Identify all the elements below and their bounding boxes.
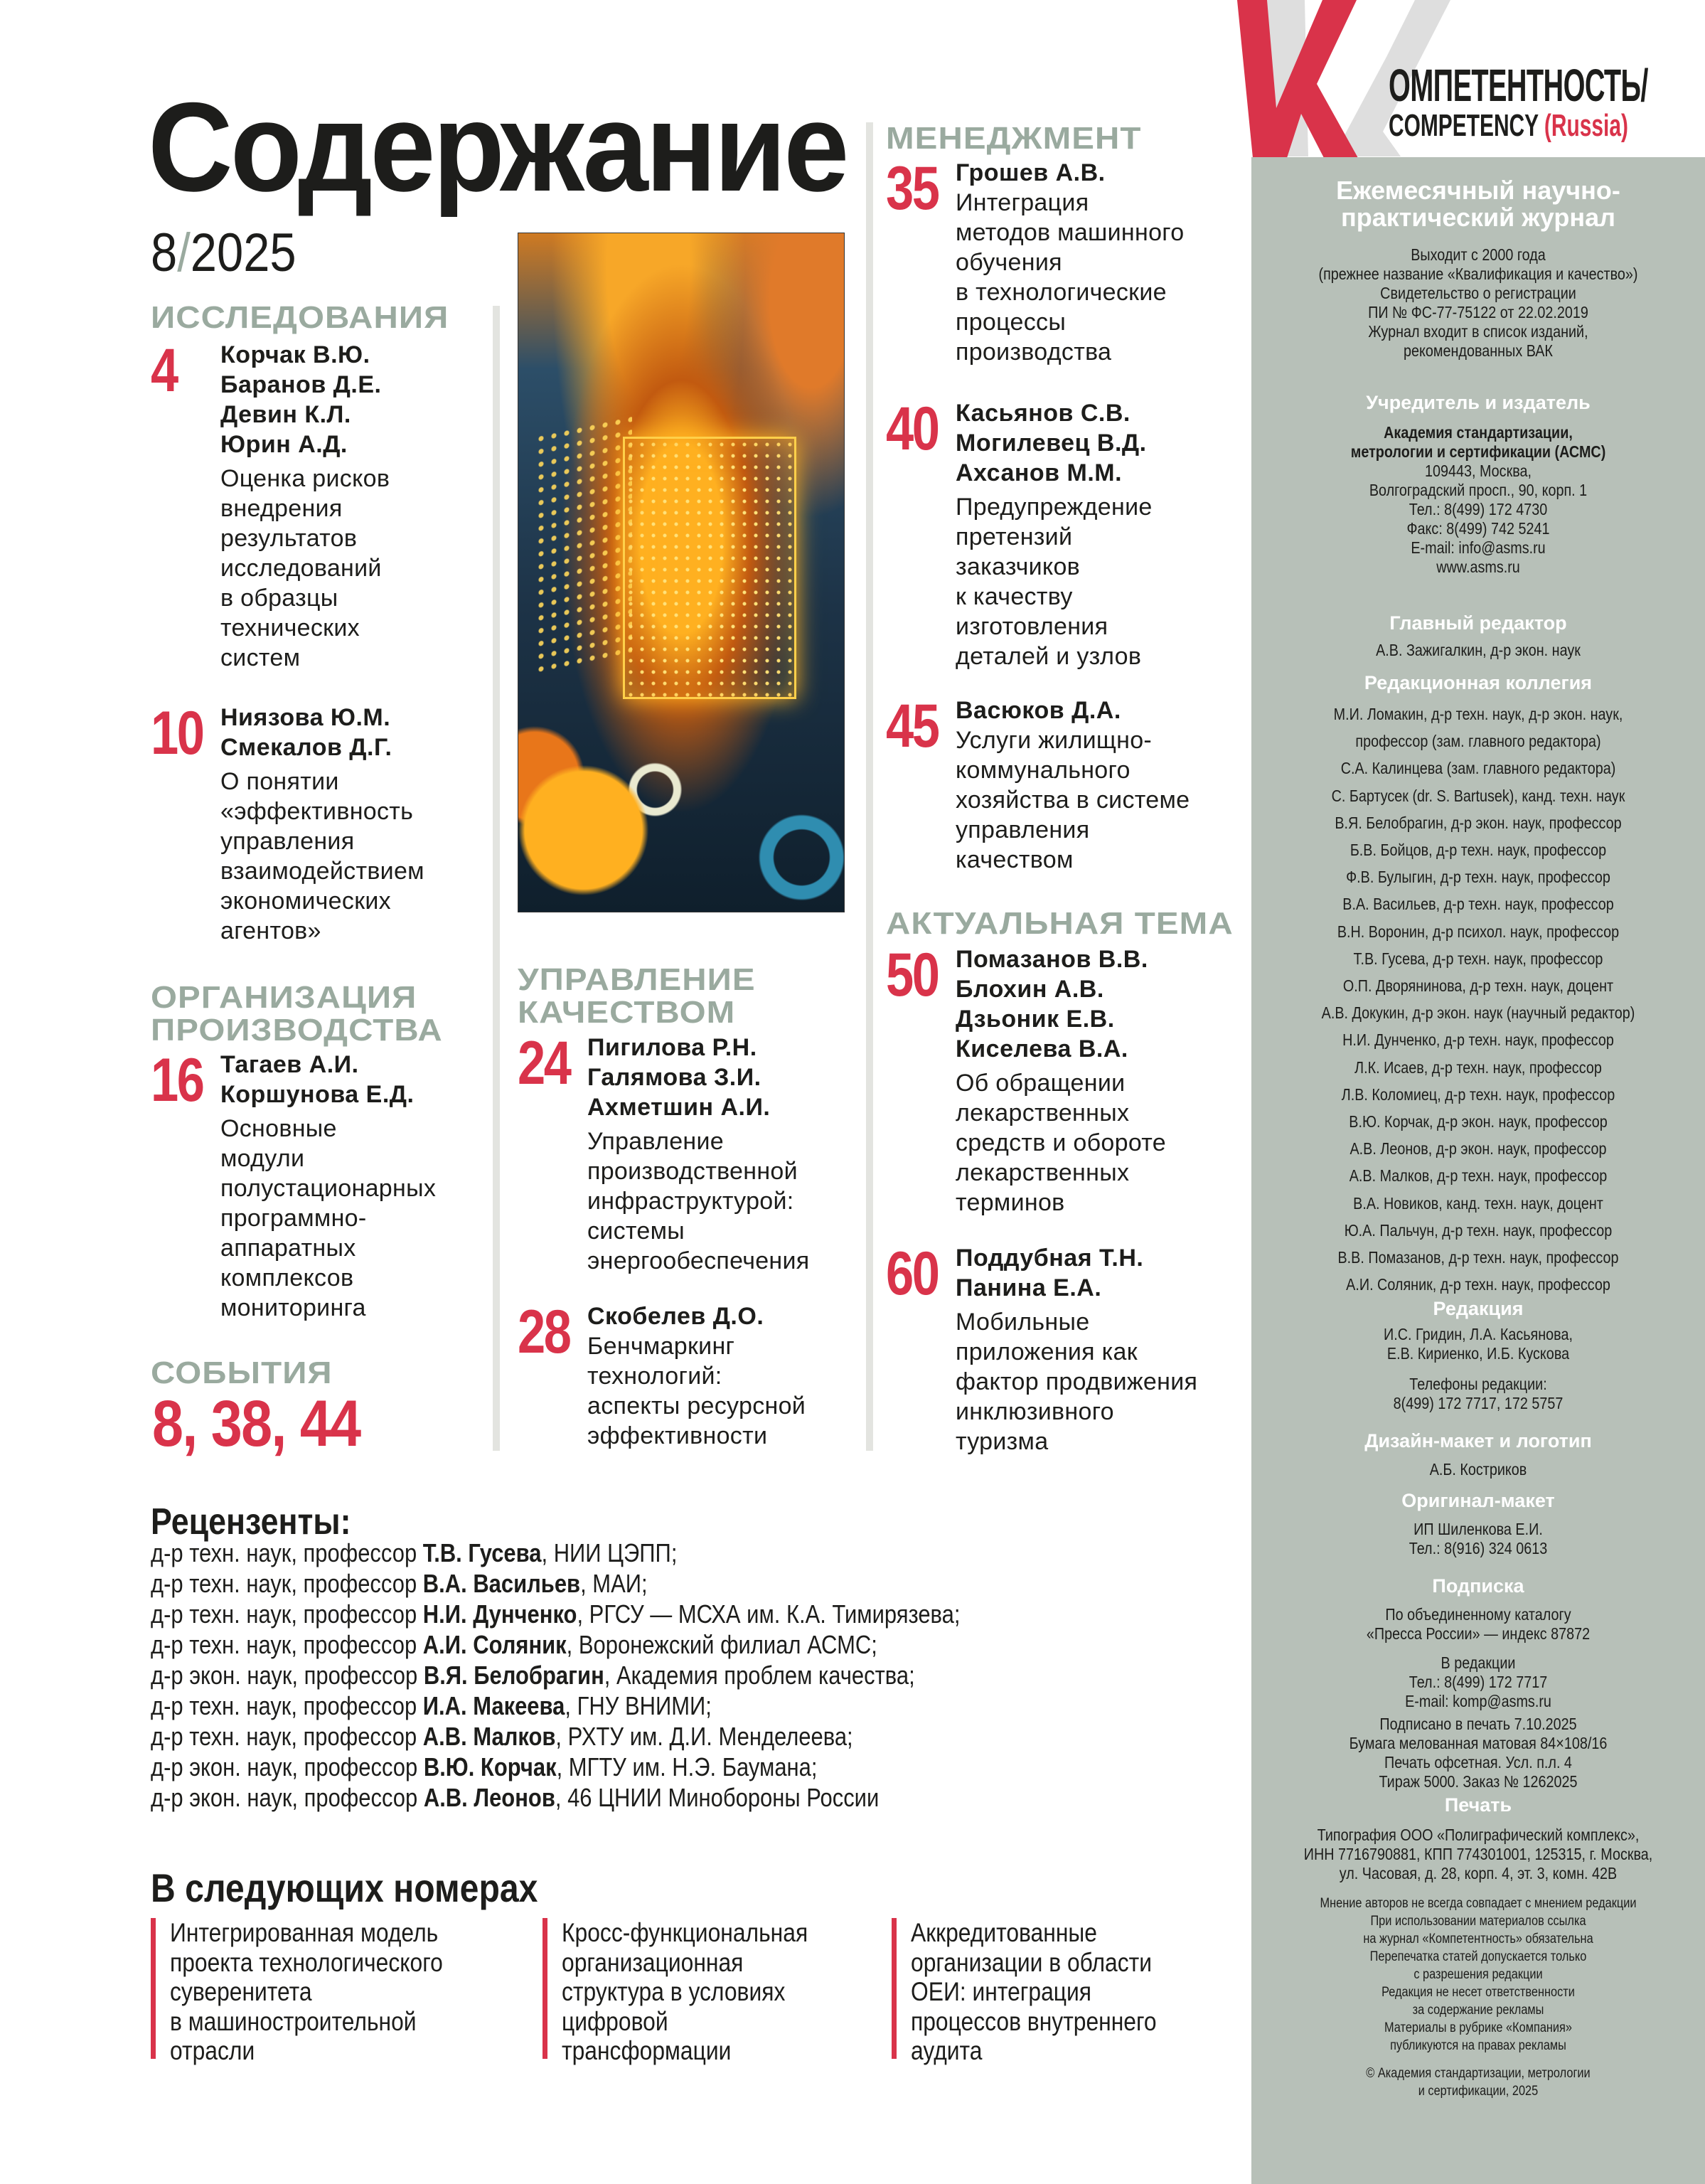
- text-line: лекарственных: [956, 1099, 1130, 1126]
- text-line: Скобелев Д.О.: [587, 1303, 764, 1330]
- text-line: О понятии: [220, 768, 339, 795]
- page-number: 24: [518, 1029, 570, 1097]
- reviewer-name: Т.В. Гусева: [422, 1538, 542, 1567]
- text-line: Ю.А. Пальчун, д-р техн. наук, профессор: [1344, 1220, 1613, 1240]
- text-line: E-mail: info@asms.ru: [1411, 538, 1546, 557]
- text-line: полустационарных: [220, 1175, 437, 1202]
- next-issue-item[interactable]: [892, 1918, 1197, 2065]
- sidebar-editorial-heading: Редакция: [1433, 1298, 1524, 1319]
- sidebar-editorial: [1283, 1325, 1674, 1363]
- reviewer-line: [151, 1630, 877, 1660]
- masthead-sidebar: [1251, 157, 1705, 2184]
- text-line: организационная: [562, 1947, 744, 1977]
- text-line: Интеграция: [956, 189, 1089, 216]
- text-line: «эффективность: [220, 798, 414, 825]
- text-line: Тел.: 8(499) 172 4730: [1409, 500, 1548, 518]
- text-line: хозяйства в системе: [956, 787, 1190, 814]
- entry-title: [220, 767, 491, 946]
- entry-title: [956, 1307, 1254, 1456]
- text-line: Поддубная Т.Н.: [956, 1245, 1144, 1272]
- text-line: Мобильные: [956, 1309, 1090, 1336]
- text-line: Мнение авторов не всегда совпадает с мнением редакции: [1320, 1896, 1637, 1911]
- text-line: терминов: [956, 1189, 1065, 1216]
- text-line: производственной: [587, 1158, 798, 1185]
- text-line: проекта технологического: [170, 1947, 443, 1977]
- text-line: ОЕИ: интеграция: [911, 1977, 1092, 2006]
- section-heading-topical: АКТУАЛЬНАЯ ТЕМА: [886, 906, 1234, 941]
- reviewer-degree: д-р техн. наук, профессор: [151, 1538, 423, 1567]
- text-line: Ф.В. Булыгин, д-р техн. наук, профессор: [1346, 868, 1610, 887]
- text-line: Перепечатка статей допускается только: [1369, 1949, 1587, 1964]
- text-line: Ежемесячный научно-: [1336, 176, 1620, 205]
- reviewer-org: , Академия проблем качества;: [604, 1661, 915, 1690]
- text-line: Васюков Д.А.: [956, 697, 1121, 724]
- column-divider-2: [866, 122, 873, 1451]
- text-line: С. Бартусек (dr. S. Bartusek), канд. техн. наук: [1331, 786, 1625, 805]
- text-line: www.asms.ru: [1436, 558, 1520, 576]
- text-line: Коршунова Е.Д.: [220, 1081, 415, 1108]
- illustration-cube: [623, 437, 796, 699]
- text-line: производства: [956, 339, 1112, 366]
- next-issue-text: [170, 1918, 443, 2066]
- text-line: экономических: [220, 888, 391, 915]
- reviewer-org: , ГНУ ВНИМИ;: [565, 1691, 712, 1720]
- entry-authors: [220, 703, 491, 762]
- sidebar-chief-heading: Главный редактор: [1389, 612, 1567, 634]
- text-line: модули: [220, 1145, 305, 1172]
- page-number: 16: [151, 1046, 203, 1114]
- text-line: изготовления: [956, 613, 1108, 640]
- text-line: Оценка рисков: [220, 465, 390, 492]
- reviewer-name: В.Ю. Корчак: [423, 1752, 557, 1781]
- reviewer-org: , РХТУ им. Д.И. Менделеева;: [555, 1722, 853, 1751]
- next-issue-text: [911, 1918, 1157, 2066]
- reviewer-degree: д-р техн. наук, профессор: [151, 1691, 423, 1720]
- sidebar-copyright: [1283, 2065, 1674, 2100]
- page-number: 45: [886, 692, 939, 760]
- text-line: отрасли: [170, 2036, 255, 2065]
- text-line: Т.В. Гусева, д-р техн. наук, профессор: [1353, 949, 1603, 968]
- page-number: 50: [886, 941, 939, 1009]
- text-line: в машиностроительной: [170, 2006, 417, 2036]
- text-line: систем: [220, 644, 301, 671]
- text-line: Управление: [587, 1128, 725, 1155]
- reviewer-org: , МАИ;: [580, 1569, 648, 1598]
- text-line: Типография ООО «Полиграфический комплекс»,: [1317, 1826, 1640, 1844]
- text-line: Аккредитованные: [911, 1918, 1097, 1947]
- text-line: Бенчмаркинг: [587, 1333, 735, 1360]
- next-issues-heading: В следующих номерах: [151, 1865, 538, 1910]
- text-line: Бумага мелованная матовая 84×108/16: [1349, 1734, 1608, 1752]
- text-line: на журнал «Компетентность» обязательна: [1363, 1932, 1593, 1946]
- text-line: Журнал входит в список изданий,: [1368, 322, 1588, 341]
- text-line: приложения как: [956, 1338, 1138, 1365]
- text-line: Девин К.Л.: [220, 401, 351, 428]
- text-line: ПИ № ФС-77-75122 от 22.02.2019: [1368, 303, 1588, 321]
- text-line: Н.И. Дунченко, д-р техн. наук, профессор: [1342, 1030, 1614, 1050]
- text-line: технических: [220, 614, 360, 641]
- next-issue-item[interactable]: [542, 1918, 848, 2065]
- text-line: ИНН 7716790881, КПП 774301001, 125315, г. Москва,: [1303, 1845, 1653, 1863]
- reviewer-degree: д-р техн. наук, профессор: [151, 1599, 423, 1629]
- reviewer-line: [151, 1722, 853, 1752]
- entry-title: [220, 1114, 491, 1323]
- text-line: В.А. Васильев, д-р техн. наук, профессор: [1342, 895, 1614, 914]
- reviewer-line: [151, 1752, 817, 1782]
- text-line: структура в условиях: [562, 1977, 786, 2006]
- entry-title: [956, 725, 1240, 875]
- reviewers-heading: Рецензенты:: [151, 1501, 351, 1543]
- text-line: в образцы: [220, 585, 338, 612]
- text-line: С.А. Калинцева (зам. главного редактора): [1340, 759, 1616, 778]
- entry-title: [956, 1068, 1240, 1218]
- section-heading-quality: [518, 964, 756, 1029]
- sidebar-publisher-heading: Учредитель и издатель: [1366, 392, 1591, 413]
- text-line: Предупреждение: [956, 494, 1153, 521]
- text-line: ул. Часовая, д. 28, корп. 4, эт. 3, комн. 42В: [1339, 1864, 1618, 1882]
- page-number: 28: [518, 1298, 570, 1366]
- text-line: А.В. Малков, д-р техн. наук, профессор: [1349, 1166, 1608, 1186]
- text-line: за содержание рекламы: [1412, 2003, 1544, 2018]
- text-line: А.И. Соляник, д-р техн. наук, профессор: [1346, 1275, 1610, 1294]
- text-line: Волгоградский просп., 90, корп. 1: [1369, 481, 1588, 499]
- sidebar-in-office: [1283, 1653, 1674, 1711]
- text-line: энергообеспечения: [587, 1247, 810, 1274]
- reviewer-degree: д-р техн. наук, профессор: [151, 1722, 423, 1751]
- section-heading-line: ПРОИЗВОДСТВА: [151, 1013, 443, 1048]
- page-number: 10: [151, 699, 203, 767]
- text-line: внедрения: [220, 495, 343, 522]
- sidebar-tagline: [1251, 177, 1705, 231]
- text-line: Тел.: 8(499) 172 7717: [1409, 1673, 1548, 1691]
- text-line: О.П. Дворянинова, д-р техн. наук, доцент: [1342, 976, 1614, 996]
- text-line: Академия стандартизации,: [1384, 423, 1573, 442]
- issue-number: [151, 223, 296, 283]
- sidebar-design: А.Б. Костриков: [1429, 1460, 1527, 1479]
- text-line: Материалы в рубрике «Компания»: [1384, 2020, 1572, 2035]
- text-line: Грошев А.В.: [956, 159, 1106, 186]
- sidebar-layout-heading: Оригинал-макет: [1401, 1490, 1555, 1511]
- text-line: В.Н. Воронин, д-р психол. наук, профессор: [1337, 922, 1620, 941]
- text-line: Киселева В.А.: [956, 1035, 1128, 1062]
- text-line: технологий:: [587, 1363, 722, 1390]
- text-line: аспекты ресурсной: [587, 1392, 806, 1419]
- text-line: Выходит с 2000 года: [1411, 245, 1546, 264]
- reviewer-line: [151, 1538, 677, 1568]
- section-heading-production: [151, 981, 443, 1047]
- entry-title: [220, 464, 476, 673]
- text-line: Ахсанов М.М.: [956, 459, 1123, 486]
- text-line: рекомендованных ВАК: [1404, 341, 1553, 360]
- reviewer-degree: д-р экон. наук, профессор: [151, 1752, 424, 1781]
- page-number: 35: [886, 154, 939, 223]
- text-line: трансформации: [562, 2036, 732, 2065]
- page-title: Содержание: [148, 76, 847, 218]
- text-line: E-mail: komp@asms.ru: [1405, 1692, 1551, 1710]
- text-line: Тел.: 8(916) 324 0613: [1409, 1539, 1548, 1557]
- section-heading-line: ОРГАНИЗАЦИЯ: [151, 980, 417, 1015]
- text-line: Л.К. Исаев, д-р техн. наук, профессор: [1354, 1058, 1602, 1077]
- text-line: инклюзивного: [956, 1398, 1114, 1425]
- text-line: инфраструктурой:: [587, 1188, 794, 1215]
- issue-year: 2025: [190, 223, 296, 283]
- text-line: А.В. Леонов, д-р экон. наук, профессор: [1349, 1139, 1607, 1158]
- text-line: обучения: [956, 249, 1062, 276]
- reviewer-name: А.В. Малков: [422, 1722, 556, 1751]
- reviewer-degree: д-р экон. наук, профессор: [151, 1783, 424, 1812]
- text-line: Ниязова Ю.М.: [220, 704, 391, 731]
- text-line: аппаратных: [220, 1235, 356, 1262]
- text-line: © Академия стандартизации, метрологии: [1366, 2066, 1591, 2081]
- sidebar-disclaimer: [1283, 1895, 1674, 2055]
- cover-illustration: [518, 233, 845, 912]
- entry-title: [956, 492, 1240, 671]
- reviewer-degree: д-р техн. наук, профессор: [151, 1630, 423, 1659]
- text-line: Смекалов Д.Г.: [220, 734, 392, 761]
- text-line: к качеству: [956, 583, 1073, 610]
- text-line: средств и обороте: [956, 1129, 1166, 1156]
- logo-title-country: (Russia): [1544, 108, 1628, 143]
- text-line: Пигилова Р.Н.: [587, 1034, 757, 1061]
- page-number: 4: [151, 336, 177, 405]
- text-line: метрологии и сертификации (АСМС): [1350, 442, 1606, 461]
- entry-authors: [956, 944, 1240, 1064]
- reviewer-org: , 46 ЦНИИ Минобороны России: [555, 1783, 880, 1812]
- sidebar-design-heading: Дизайн-макет и логотип: [1364, 1430, 1592, 1451]
- sidebar-subscription: [1283, 1605, 1674, 1644]
- sidebar-board-heading: Редакционная коллегия: [1364, 672, 1593, 693]
- reviewer-org: , РГСУ — МСХА им. К.А. Тимирязева;: [577, 1599, 961, 1629]
- entry-authors: [956, 158, 1240, 188]
- text-line: мониторинга: [220, 1294, 366, 1321]
- page-number: 40: [886, 395, 939, 463]
- text-line: коммунального: [956, 757, 1131, 784]
- sidebar-editorial-phones: [1283, 1375, 1674, 1413]
- text-line: Галямова З.И.: [587, 1064, 761, 1091]
- text-line: Тираж 5000. Заказ № 1262025: [1379, 1772, 1578, 1791]
- text-line: суверенитета: [170, 1977, 312, 2006]
- text-line: результатов: [220, 525, 358, 552]
- logo-title-en-main: COMPETENCY: [1389, 108, 1539, 143]
- text-line: эффективности: [587, 1422, 768, 1449]
- text-line: аудита: [911, 2036, 983, 2065]
- issue-number-value: 8: [151, 223, 178, 283]
- text-line: фактор продвижения: [956, 1368, 1198, 1395]
- entry-authors: [956, 1243, 1254, 1303]
- text-line: (прежнее название «Квалификация и качество»): [1318, 265, 1638, 283]
- reviewer-name: А.В. Леонов: [423, 1783, 555, 1812]
- text-line: 109443, Москва,: [1424, 462, 1532, 480]
- reviewer-name: В.Я. Белобрагин: [423, 1661, 604, 1690]
- entry-authors: [220, 340, 476, 459]
- entry-title: [587, 1126, 857, 1276]
- illustration-cube-side: [535, 413, 632, 678]
- text-line: претензий: [956, 523, 1073, 550]
- text-line: Могилевец В.Д.: [956, 430, 1147, 457]
- entry-authors: [956, 398, 1240, 488]
- text-line: 8(499) 172 7717, 172 5757: [1393, 1394, 1564, 1412]
- text-line: и сертификации, 2025: [1418, 2084, 1539, 2099]
- text-line: процессов внутреннего: [911, 2006, 1157, 2036]
- sidebar-about: [1283, 245, 1674, 361]
- text-line: управления: [220, 828, 355, 855]
- text-line: процессы: [956, 309, 1067, 336]
- text-line: Интегрированная модель: [170, 1918, 439, 1947]
- sidebar-print-heading: Печать: [1444, 1794, 1512, 1816]
- section-heading-management: МЕНЕДЖМЕНТ: [886, 121, 1142, 156]
- text-line: профессор (зам. главного редактора): [1355, 732, 1601, 751]
- text-line: И.С. Гридин, Л.А. Касьянова,: [1384, 1325, 1573, 1343]
- text-line: Л.В. Коломиец, д-р техн. наук, профессор: [1341, 1085, 1615, 1104]
- text-line: В.В. Помазанов, д-р техн. наук, профессор: [1337, 1248, 1619, 1267]
- reviewer-name: И.А. Макеева: [422, 1691, 565, 1720]
- text-line: В.Я. Белобрагин, д-р экон. наук, профессор: [1335, 813, 1622, 832]
- reviewer-line: [151, 1569, 648, 1599]
- sidebar-publisher-name: [1283, 423, 1674, 462]
- text-line: Юрин А.Д.: [220, 431, 348, 458]
- text-line: агентов»: [220, 917, 321, 944]
- text-line: В.Ю. Корчак, д-р экон. наук, профессор: [1349, 1112, 1608, 1131]
- sidebar-printer: [1283, 1826, 1674, 1883]
- text-line: публикуются на правах рекламы: [1390, 2038, 1566, 2053]
- text-line: ИП Шиленкова Е.И.: [1413, 1520, 1543, 1538]
- logo-title-ru: ОМПЕТЕНТНОСТЬ/: [1389, 60, 1648, 111]
- text-line: Основные: [220, 1115, 337, 1142]
- column-divider-1: [493, 306, 500, 1451]
- entry-title: [587, 1331, 857, 1451]
- text-line: методов машинного: [956, 219, 1185, 246]
- text-line: Корчак В.Ю.: [220, 341, 370, 368]
- text-line: При использовании материалов ссылка: [1370, 1914, 1586, 1929]
- section-heading-line: КАЧЕСТВОМ: [518, 995, 736, 1030]
- text-line: Тагаев А.И.: [220, 1051, 359, 1078]
- section-heading-research: ИССЛЕДОВАНИЯ: [151, 300, 449, 335]
- text-line: с разрешения редакции: [1413, 1967, 1543, 1982]
- reviewer-name: В.А. Васильев: [422, 1569, 581, 1598]
- issue-separator: /: [177, 223, 191, 283]
- entry-authors: [956, 696, 1240, 725]
- text-line: деталей и узлов: [956, 643, 1142, 670]
- text-line: «Пресса России» — индекс 87872: [1366, 1624, 1591, 1643]
- text-line: программно-: [220, 1205, 367, 1232]
- reviewer-org: , НИИ ЦЭПП;: [541, 1538, 678, 1567]
- text-line: Блохин А.В.: [956, 976, 1104, 1003]
- text-line: Касьянов С.В.: [956, 400, 1131, 427]
- section-heading-line: УПРАВЛЕНИЕ: [518, 962, 756, 997]
- reviewer-line: [151, 1599, 960, 1629]
- entry-authors: [220, 1050, 491, 1109]
- text-line: По объединенному каталогу: [1385, 1605, 1571, 1624]
- text-line: В.А. Новиков, канд. техн. наук, доцент: [1353, 1193, 1603, 1213]
- text-line: А.В. Докукин, д-р экон. наук (научный редактор): [1321, 1003, 1635, 1023]
- text-line: Телефоны редакции:: [1409, 1375, 1547, 1393]
- reviewer-degree: д-р техн. наук, профессор: [151, 1569, 423, 1598]
- text-line: организации в области: [911, 1947, 1153, 1977]
- reviewer-org: , Воронежский филиал АСМС;: [566, 1630, 877, 1659]
- text-line: качеством: [956, 846, 1074, 873]
- text-line: Баранов Д.Е.: [220, 371, 382, 398]
- text-line: Е.В. Кириенко, И.Б. Кускова: [1386, 1344, 1570, 1363]
- text-line: Редакция не несет ответственности: [1381, 1985, 1575, 2000]
- next-issue-text: [562, 1918, 808, 2066]
- text-line: Б.В. Бойцов, д-р техн. наук, профессор: [1349, 841, 1607, 860]
- reviewer-line: [151, 1691, 712, 1721]
- text-line: взаимодействием: [220, 858, 424, 885]
- sidebar-chief: А.В. Зажигалкин, д-р экон. наук: [1376, 641, 1581, 659]
- text-line: Ахметшин А.И.: [587, 1094, 771, 1121]
- text-line: в технологические: [956, 279, 1167, 306]
- text-line: Помазанов В.В.: [956, 946, 1148, 973]
- text-line: Услуги жилищно-: [956, 727, 1153, 754]
- text-line: Печать офсетная. Усл. п.л. 4: [1384, 1753, 1572, 1772]
- entry-authors: [587, 1301, 857, 1331]
- reviewer-name: Н.И. Дунченко: [422, 1599, 577, 1629]
- sidebar-publisher-contacts: [1283, 462, 1674, 577]
- reviewer-name: А.И. Соляник: [422, 1630, 567, 1659]
- text-line: туризма: [956, 1428, 1049, 1455]
- page-number: 60: [886, 1240, 939, 1308]
- text-line: Факс: 8(499) 742 5241: [1406, 519, 1550, 538]
- text-line: В редакции: [1441, 1653, 1516, 1672]
- logo-title-en: [1389, 110, 1628, 142]
- text-line: комплексов: [220, 1264, 354, 1291]
- text-line: Свидетельство о регистрации: [1380, 284, 1576, 302]
- events-pages[interactable]: 8, 38, 44: [152, 1387, 360, 1460]
- text-line: лекарственных: [956, 1159, 1130, 1186]
- text-line: системы: [587, 1218, 685, 1245]
- sidebar-print-info: [1283, 1715, 1674, 1791]
- text-line: Дзьоник Е.В.: [956, 1006, 1115, 1033]
- text-line: практический журнал: [1341, 203, 1615, 232]
- entry-title: [956, 188, 1240, 367]
- reviewer-line: [151, 1783, 879, 1813]
- text-line: Панина Е.А.: [956, 1274, 1102, 1301]
- text-line: цифровой: [562, 2006, 668, 2036]
- sidebar-layout: [1283, 1520, 1674, 1558]
- next-issue-item[interactable]: [151, 1918, 487, 2065]
- text-line: Кросс-функциональная: [562, 1918, 808, 1947]
- section-heading-events: СОБЫТИЯ: [151, 1355, 333, 1390]
- reviewer-degree: д-р экон. наук, профессор: [151, 1661, 424, 1690]
- text-line: Подписано в печать 7.10.2025: [1379, 1715, 1577, 1733]
- entry-authors: [587, 1033, 857, 1122]
- text-line: управления: [956, 816, 1090, 843]
- text-line: исследований: [220, 555, 382, 582]
- sidebar-board: [1283, 701, 1674, 1298]
- reviewer-line: [151, 1661, 915, 1690]
- text-line: Об обращении: [956, 1070, 1126, 1097]
- reviewer-org: , МГТУ им. Н.Э. Баумана;: [556, 1752, 818, 1781]
- text-line: М.И. Ломакин, д-р техн. наук, д-р экон. наук,: [1333, 705, 1623, 723]
- sidebar-subscription-heading: Подписка: [1432, 1575, 1524, 1597]
- journal-logo: [1237, 0, 1705, 158]
- text-line: заказчиков: [956, 553, 1081, 580]
